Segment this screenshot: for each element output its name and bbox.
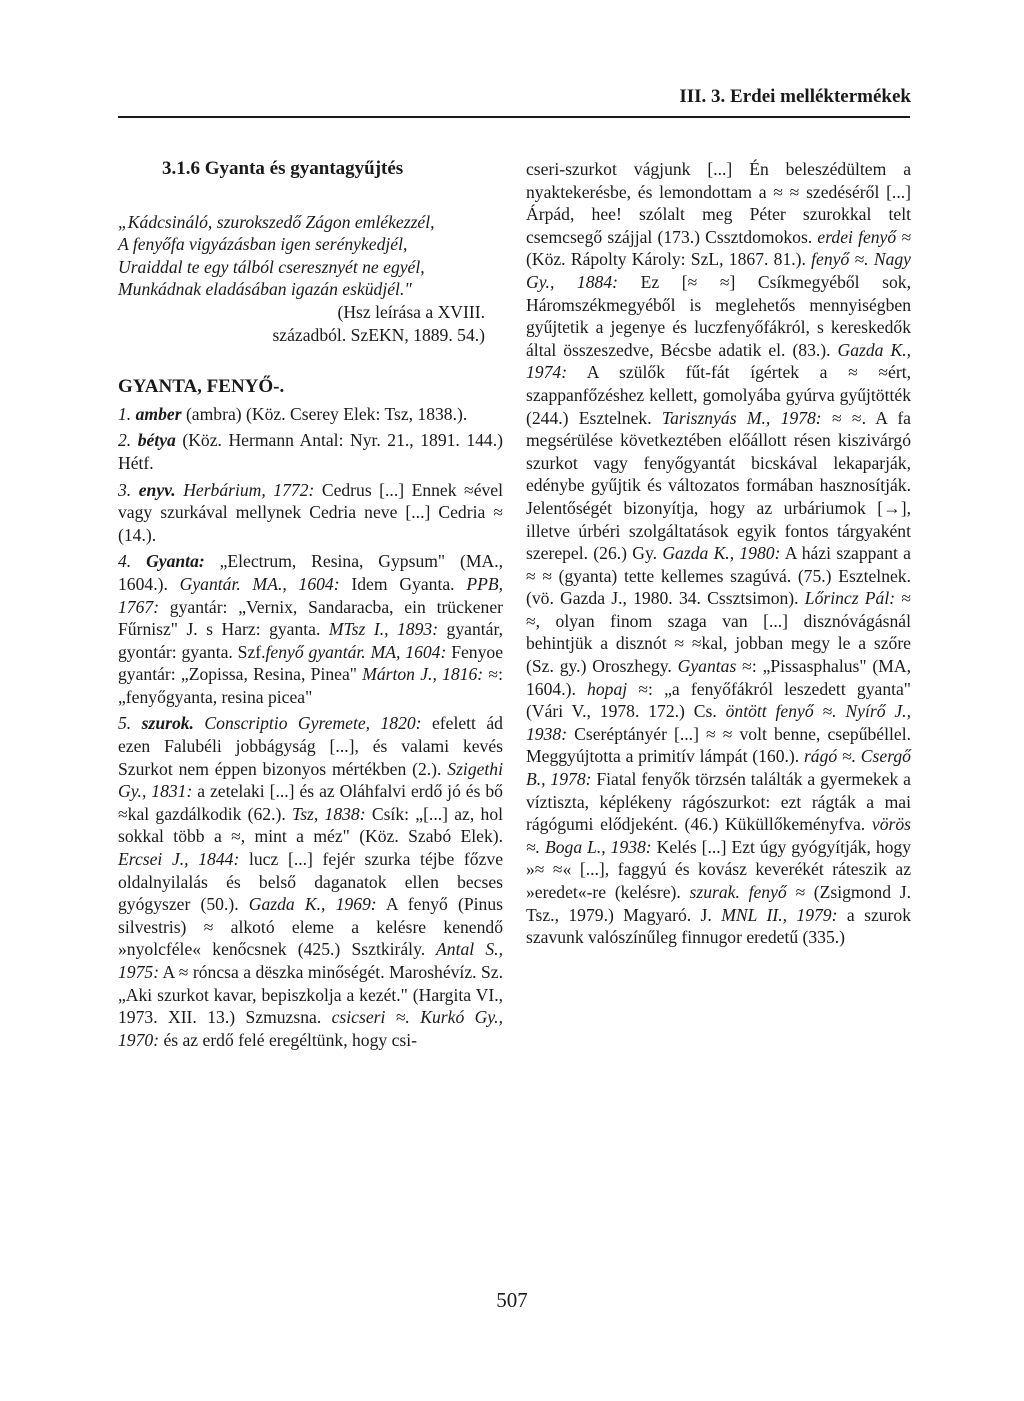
section-title: 3.1.6 Gyanta és gyantagyűjtés — [162, 158, 404, 179]
entry-text: Fenyoe gyantár: „Zopissa, Resina, Pinea" — [118, 641, 504, 685]
poem-line: Munkádnak eladásában igazán esküdjél." — [118, 279, 412, 300]
entry-text: ≈ ≈. A fa megsérülése következtében előállott résen kiszivárgó szurkot vagy fenyőgyantát bicskával lekaparják, edénybe gyűjtik és változatos formában hasznosítják. Jelentőségét bizonyítja, hogy az urbáriumok [→], illetve úrbéri szolgáltatások egyik fontos tárgyaként szerepel. (26.) Gy. — [526, 407, 911, 564]
entry-text: A fenyő (Pinus silvestris) ≈ alkotó eleme a kelésre kenendő »nyolcféle« kenőcsnek (425.) Ssztkirály. — [118, 894, 503, 960]
entry-3 — [118, 479, 503, 547]
body-paragraph — [526, 158, 911, 949]
entry-heading: GYANTA, FENYŐ-. — [118, 376, 285, 398]
entry-text: Ez [≈ ≈] Csíkmegyéből sok, Háromszékmegyéből is meglehetős mennyiségben gyűjtetik a jegenye és luczfenyőfákról, s kereskedők által összeszedve, Bécsbe adatik el. (83.). — [526, 271, 911, 360]
entry-source: Antal S., 1975: — [118, 939, 503, 982]
epigraph-poem — [118, 211, 503, 301]
poem-line: Uraiddal te egy tálból cseresznyét ne egyél, — [118, 256, 425, 277]
entry-source: Márton J., 1816: — [356, 664, 484, 685]
entry-word: amber — [135, 403, 182, 424]
entry-source: hopaj — [575, 678, 628, 699]
entry-source: erdei fenyő ≈ — [812, 226, 911, 247]
entry-text: Cseréptányér [...] ≈ ≈ volt benne, csepűbéllel. Meggyújtotta a primitív lámpát (160.). — [526, 723, 911, 767]
header-rule — [118, 116, 910, 118]
entry-number: 1. — [118, 403, 132, 424]
entry-text: ≈ ≈, olyan finom szaga van [...] disznóvágásnál behintjük a disznót ≈ ≈kal, jobban megy le a szőre (Sz. gy.) Oroszhegy. — [526, 588, 911, 677]
entry-source: Gazda K., 1980: — [657, 543, 781, 564]
entry-source: PPB, 1767: — [118, 573, 504, 617]
entry-text: ≈: „fenyőgyanta, resina picea" — [118, 664, 503, 707]
entry-source: Gyantas — [671, 656, 737, 677]
entry-source: rágó ≈. Csergő B., 1978: — [526, 746, 911, 790]
entry-text: „Electrum, Resina, Gypsum" (MA., 1604.). — [118, 551, 503, 594]
entry-text: efelett ád ezen Falubéli jobbágyság [...], és valami kevés Szurkot nem éppen bizonyos mértékben (2.). — [118, 713, 503, 779]
entry-text: a szurok szavunk valószínűleg finnugor eredetű (335.) — [526, 904, 912, 948]
entry-text: Idem Gyanta. — [339, 573, 455, 594]
entry-text: A házi szappant a ≈ ≈ (gyanta) tette kellemes szagúvá. (75.) Esztelnek. (vö. Gazda J., 1980. 34. Cssztsimon). — [526, 543, 911, 609]
entry-source: vörös ≈. Boga L., 1938: — [526, 814, 911, 857]
poem-line: A fenyőfa vigyázásban igen serénykedjél, — [118, 234, 408, 255]
entry-1 — [118, 403, 503, 426]
entry-number: 4. — [118, 551, 132, 572]
entry-text: a zetelaki [...] és az Oláhfalvi erdő jó és bő ≈kal gazdálkodik (62.). — [118, 781, 503, 824]
poem-source: (Hsz leírása a XVIII. — [337, 301, 485, 322]
entry-text: Cedrus [...] Ennek ≈ével vagy szurkával mellynek Cedria neve [...] Cedria ≈ (14.). — [118, 479, 503, 545]
entry-source: MNL II., 1979: — [711, 904, 838, 925]
entry-5 — [118, 712, 503, 1051]
entry-number: 3. — [118, 479, 132, 500]
entry-2 — [118, 429, 503, 474]
entry-4 — [118, 550, 503, 708]
entry-text: (Zsigmond J. Tsz., 1979.) Magyaró. J. — [526, 882, 911, 925]
left-column — [118, 158, 503, 1051]
entry-word: bétya — [137, 430, 176, 451]
entry-source: Conscriptio Gyremete, 1820: — [193, 713, 422, 734]
entry-text: gyantár, gyontár: gyanta. Szf. — [118, 619, 503, 662]
entry-source: Tsz, 1838: — [285, 803, 366, 824]
entry-text: Kelés [...] Ezt úgy gyógyítják, hogy »≈ ≈« [...], faggyú és kovász keverékét ráteszik az »eredet«-re (kelésre). — [526, 836, 912, 902]
page-number: 507 — [496, 1288, 528, 1312]
entry-source: Lőrincz Pál: — [798, 588, 896, 609]
entry-number: 5. — [118, 713, 132, 734]
entry-source: fenyő ≈. Nagy Gy., 1884: — [526, 249, 911, 292]
entry-source: fenyő gyantár. MA, 1604: — [265, 641, 447, 662]
entry-text: A ≈ róncsa a dëszka minőségét. Maroshévíz. Sz. „Aki szurkot kavar, bepiszkolja a kezét." (Hargita VI., 1973. XII. 13.) Szmuzsna. — [118, 962, 503, 1028]
poem-line: „Kádcsináló, szurokszedő Zágon emlékezzél, — [118, 211, 435, 232]
entry-source: Tarisznyás M., 1978: — [651, 407, 822, 428]
entry-text: gyantár: „Vernix, Sandaracba, ein trückener Fűrnisz" J. s Harz: gyanta. — [118, 596, 503, 640]
right-column — [526, 158, 911, 949]
entry-source: Kurkó Gy., 1970: — [118, 1007, 503, 1050]
entry-number: 2. — [118, 430, 132, 451]
entry-source: Gyantár. MA., 1604: — [167, 573, 340, 594]
entry-text: ≈: „Pissasphalus" (MA, 1604.). — [526, 656, 912, 699]
entry-text: (Köz. Rápolty Károly: SzL, 1867. 81.). — [526, 249, 806, 270]
poem-source: századból. SzEKN, 1889. 54.) — [272, 324, 485, 345]
entry-source: Herbárium, 1772: — [175, 479, 315, 500]
entry-word: Gyanta: — [146, 551, 205, 572]
entry-source: Gazda K., 1969: — [238, 894, 377, 915]
entry-text: lucz [...] fejér szurka téjbe főzve oldalnyilalás és belső daganatok ellen becses gyógyszer (50.). — [118, 849, 503, 915]
entry-text: cseri-szurkot vágjunk [...] Én beleszédültem a nyaktekerésbe, és lemondottam a ≈ ≈ szedéséről [...] Árpád, hee! szólalt meg Péter szurokkal telt csemcsegő szájjal (173.) Cssztdomokos. — [526, 159, 911, 247]
entry-text: (Köz. Hermann Antal: Nyr. 21., 1891. 144.) Hétf. — [118, 430, 503, 473]
entry-source: szurak. fenyő ≈ — [680, 882, 806, 902]
entry-text: és az erdő felé eregéltünk, hogy csi- — [159, 1029, 417, 1050]
entry-word: szurok. — [141, 713, 194, 734]
entry-word: enyv. — [138, 479, 176, 500]
entry-text: Csík: „[...] az, hol sokkal több a ≈, mint a méz" (Köz. Szabó Elek). — [118, 803, 503, 847]
entry-source: öntött fenyő ≈. Nyírő J., 1938: — [526, 701, 911, 744]
running-head: III. 3. Erdei melléktermékek — [679, 86, 911, 107]
entry-text: A szülők fűt-fát ígértek a ≈ ≈ért, szappanfőzéshez kellett, gomolyába gyúrva gyűjtötték (244.) Esztelnek. — [526, 362, 911, 428]
entry-text: ≈: „a fenyőfákról leszedett gyanta" (Vári V., 1978. 172.) Cs. — [526, 678, 911, 722]
entry-text: Fiatal fenyők törzsén találták a gyermekek a víztiszta, képlékeny rágószurkot: ezt rágták a mai rágógumi elődjeként. (46.) Küküllőkeményfva. — [526, 769, 911, 835]
entry-text: (ambra) (Köz. Cserey Elek: Tsz, 1838.). — [181, 403, 468, 424]
entry-source: MTsz I., 1893: — [320, 619, 439, 640]
entry-source: Ercsei J., 1844: — [118, 849, 240, 870]
entry-source: csicseri ≈. — [321, 1007, 410, 1028]
entry-source: Szigethi Gy., 1831: — [118, 758, 503, 802]
entry-source: Gazda K., 1974: — [526, 339, 911, 383]
